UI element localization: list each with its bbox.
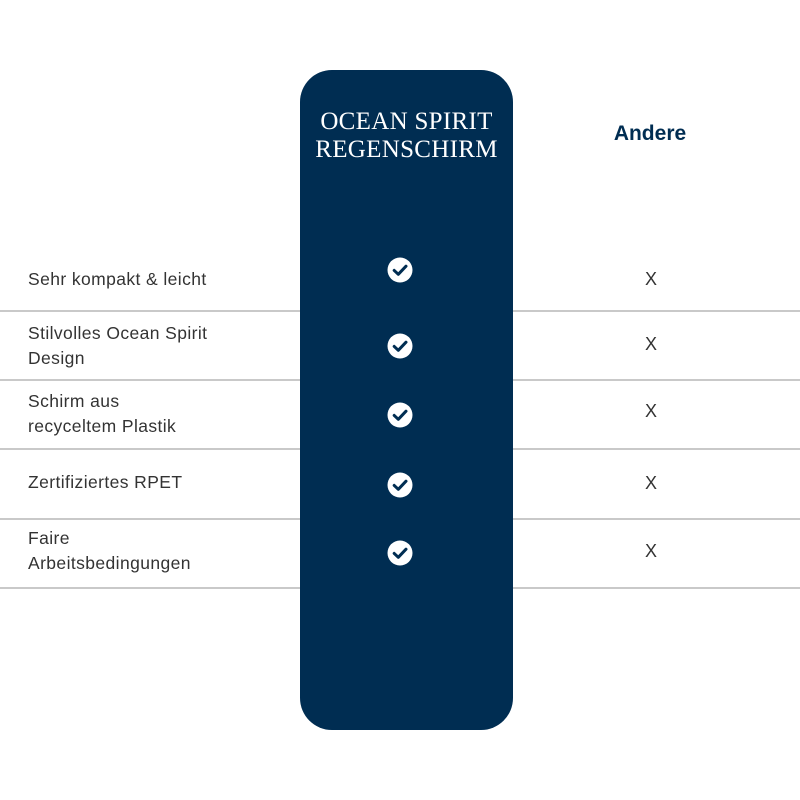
feature-label-line1: Stilvolles Ocean Spirit (28, 323, 208, 343)
feature-label-line2: recyceltem Plastik (28, 416, 177, 436)
other-column-title: Andere (613, 122, 687, 145)
check-circle-icon (387, 402, 413, 428)
feature-label-line2: Design (28, 348, 85, 368)
check-circle-icon (387, 540, 413, 566)
other-x-mark: X (644, 541, 657, 561)
other-x-mark: X (644, 269, 657, 289)
check-circle-icon (387, 333, 413, 359)
product-title-line1: OCEAN SPIRIT (320, 108, 493, 135)
feature-label (28, 526, 278, 576)
feature-label (28, 267, 278, 292)
product-column-title (300, 108, 513, 164)
other-x-mark: X (644, 334, 657, 354)
feature-label-line1: Schirm aus (28, 391, 120, 411)
feature-label-line1: Sehr kompakt & leicht (28, 269, 207, 289)
feature-label (28, 321, 278, 371)
feature-label-line1: Zertifiziertes RPET (28, 472, 183, 492)
feature-label-line1: Faire (28, 528, 70, 548)
check-circle-icon (387, 257, 413, 283)
other-x-mark: X (644, 473, 657, 493)
feature-label (28, 389, 278, 439)
feature-label (28, 470, 278, 495)
other-x-mark: X (644, 401, 657, 421)
product-title-line2: REGENSCHIRM (315, 136, 498, 163)
product-column-highlight (300, 70, 513, 730)
check-circle-icon (387, 472, 413, 498)
feature-label-line2: Arbeitsbedingungen (28, 553, 191, 573)
